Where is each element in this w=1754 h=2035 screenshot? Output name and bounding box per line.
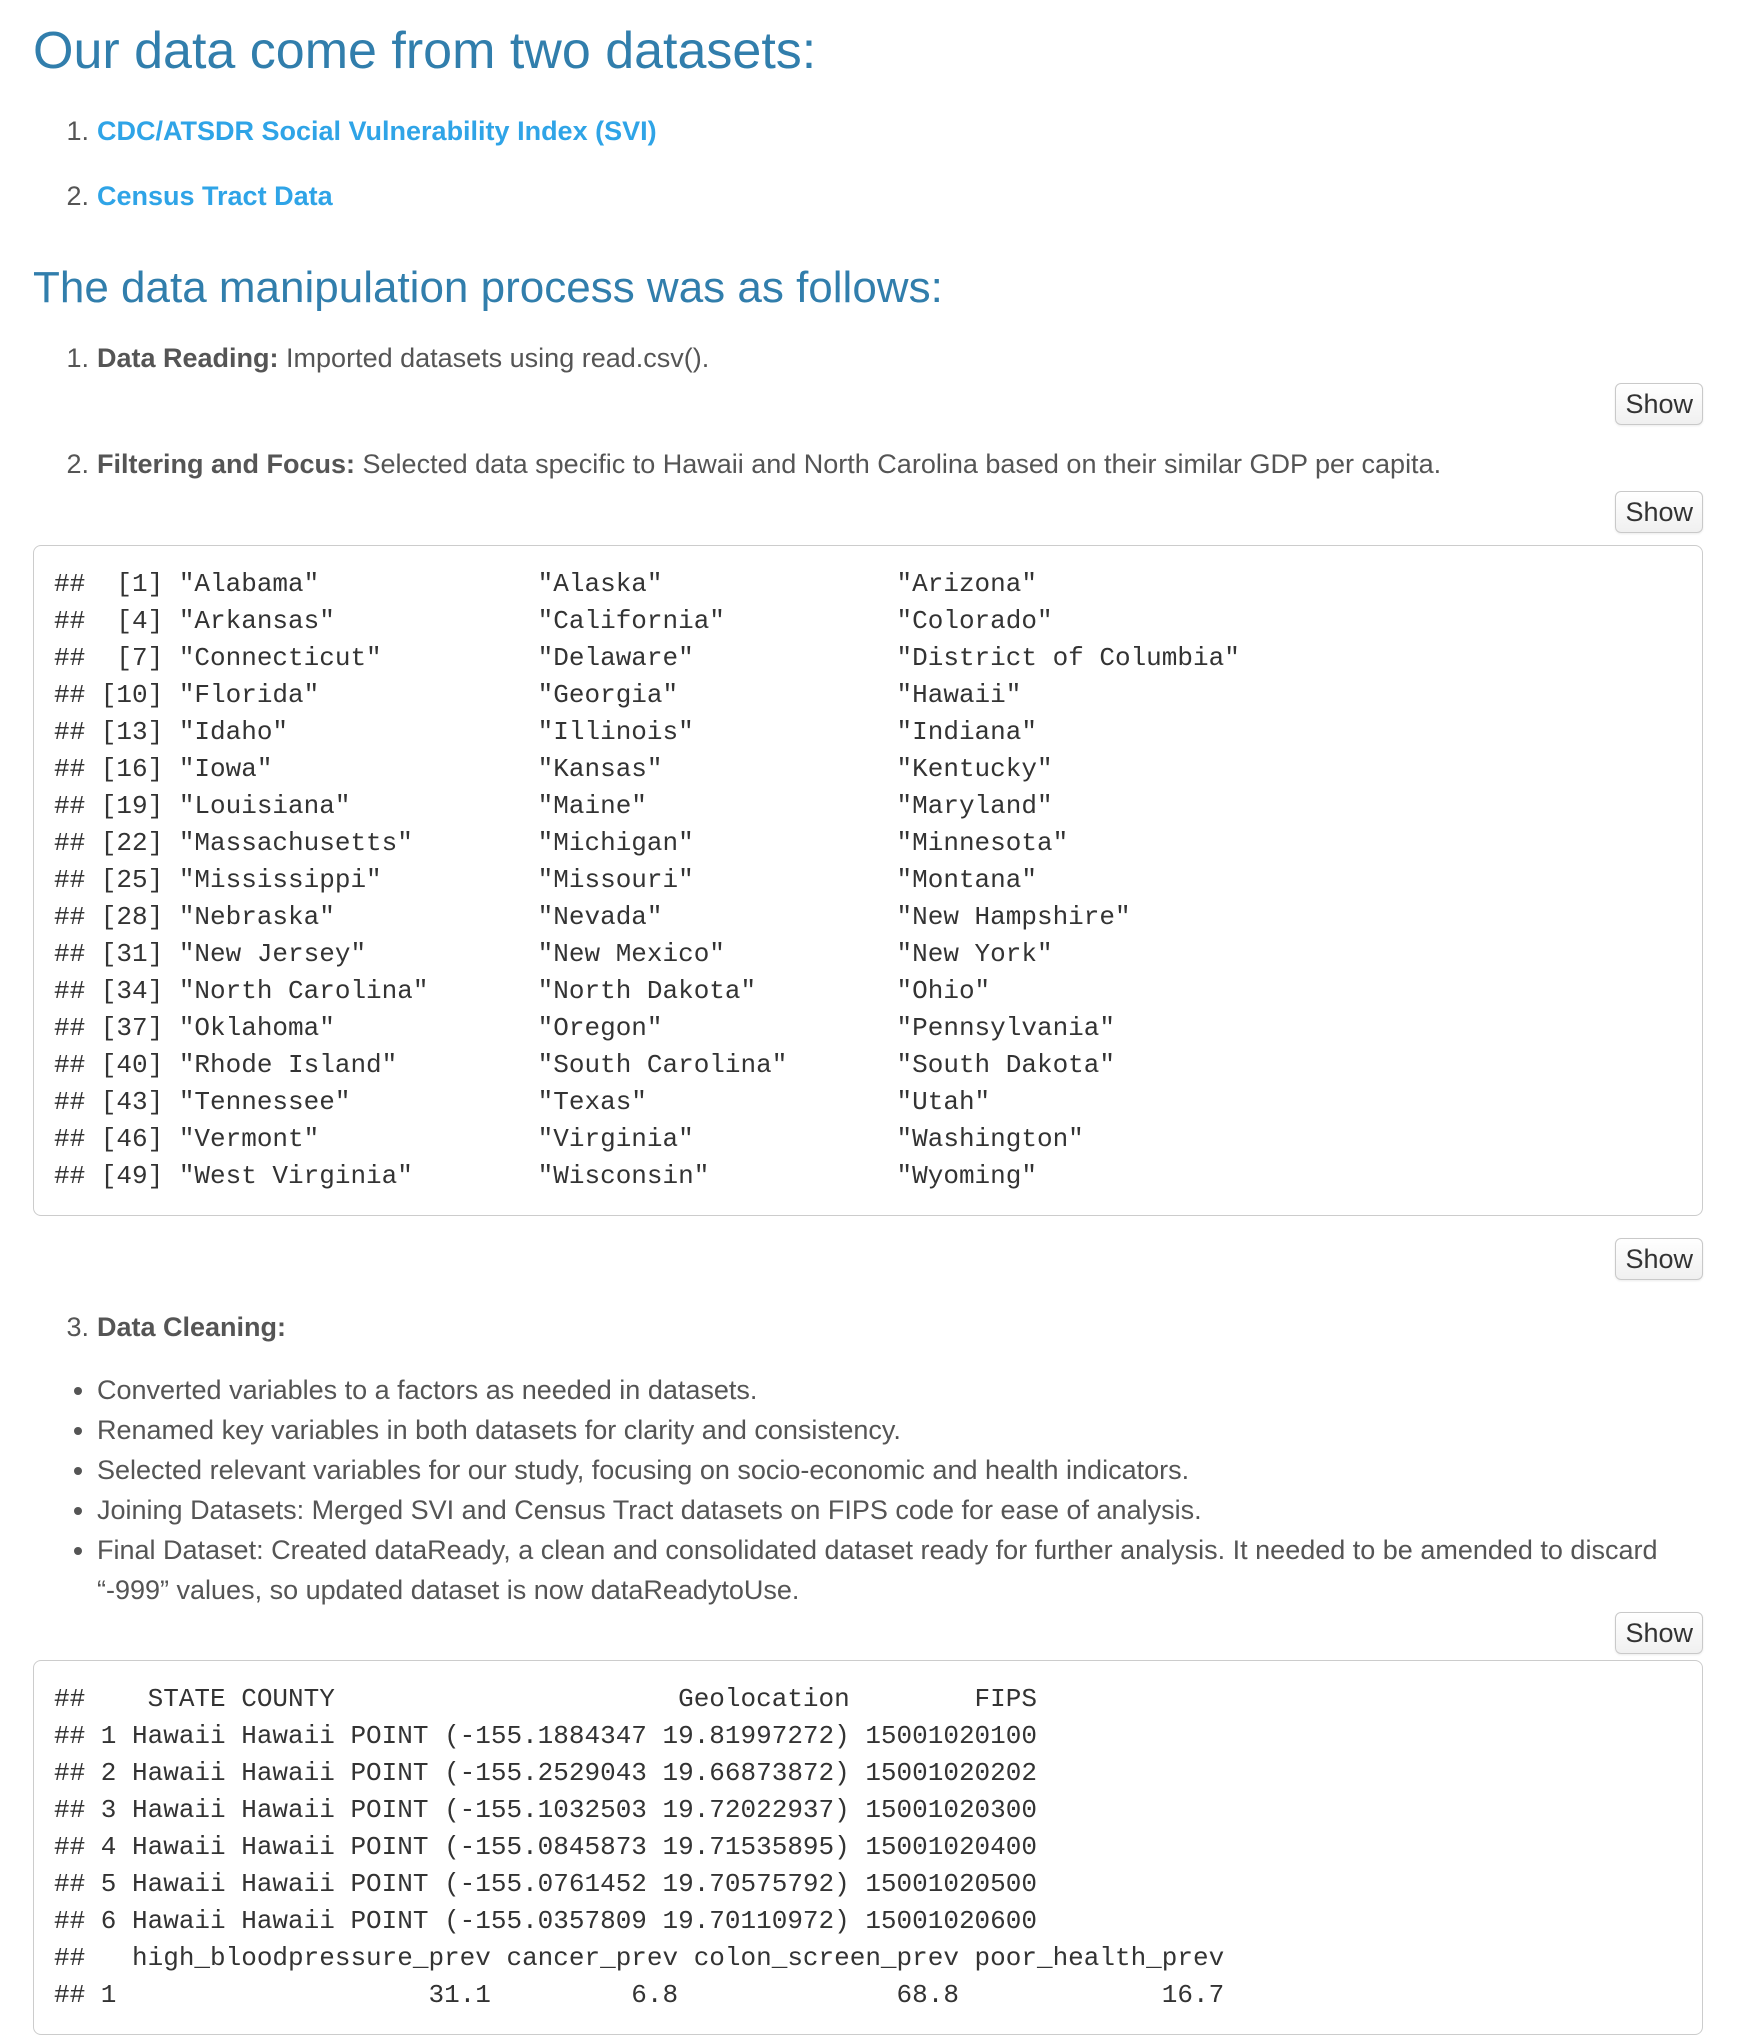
link-census-tract-data[interactable]: Census Tract Data — [97, 181, 333, 211]
show-code-button-1[interactable]: Show — [1615, 383, 1703, 425]
code-line: ## [43] "Tennessee" "Texas" "Utah" — [54, 1087, 991, 1117]
cleaning-bullet: • Joining Datasets: Merged SVI and Census Tract datasets on FIPS code for ease of analysis. — [97, 1490, 1703, 1530]
code-line: ## [37] "Oklahoma" "Oregon" "Pennsylvania" — [54, 1013, 1115, 1043]
cleaning-bullet: • Renamed key variables in both datasets for clarity and consistency. — [97, 1410, 1703, 1450]
code-line: ## [49] "West Virginia" "Wisconsin" "Wyoming" — [54, 1161, 1037, 1191]
list-item-svi — [33, 112, 1703, 150]
list-number: 1. — [66, 343, 89, 373]
code-output-dataready — [33, 1660, 1703, 2035]
code-line: ## 2 Hawaii Hawaii POINT (-155.2529043 19.66873872) 15001020202 — [54, 1758, 1037, 1788]
step-text: Selected data specific to Hawaii and North Carolina based on their similar GDP per capita. — [362, 449, 1442, 479]
code-line: ## STATE COUNTY Geolocation FIPS — [54, 1684, 1037, 1714]
code-line: ## [22] "Massachusetts" "Michigan" "Minnesota" — [54, 828, 1069, 858]
code-fold-row — [33, 1238, 1703, 1280]
step-data-reading — [33, 339, 1703, 377]
code-line: ## [1] "Alabama" "Alaska" "Arizona" — [54, 569, 1037, 599]
step-label: Data Cleaning: — [97, 1312, 287, 1342]
code-fold-row — [33, 1612, 1703, 1654]
code-line: ## 1 31.1 6.8 68.8 16.7 — [54, 1980, 1225, 2010]
step-label: Filtering and Focus: — [97, 449, 356, 479]
code-line: ## [40] "Rhode Island" "South Carolina" "South Dakota" — [54, 1050, 1115, 1080]
code-line: ## [28] "Nebraska" "Nevada" "New Hampshire" — [54, 902, 1131, 932]
step-data-cleaning — [33, 1308, 1703, 1346]
show-code-button-4[interactable]: Show — [1615, 1612, 1703, 1654]
code-line: ## [16] "Iowa" "Kansas" "Kentucky" — [54, 754, 1053, 784]
code-line: ## [7] "Connecticut" "Delaware" "District of Columbia" — [54, 643, 1240, 673]
code-line: ## 4 Hawaii Hawaii POINT (-155.0845873 19.71535895) 15001020400 — [54, 1832, 1037, 1862]
code-line: ## 1 Hawaii Hawaii POINT (-155.1884347 19.81997272) 15001020100 — [54, 1721, 1037, 1751]
code-output-states — [33, 545, 1703, 1216]
cleaning-bullet-list — [33, 1370, 1703, 1610]
code-line: ## [31] "New Jersey" "New Mexico" "New York" — [54, 939, 1053, 969]
list-number: 2. — [66, 181, 89, 211]
code-fold-row — [33, 383, 1703, 425]
cleaning-bullet: • Selected relevant variables for our study, focusing on socio-economic and health indicators. — [97, 1450, 1703, 1490]
cleaning-bullet: • Converted variables to a factors as needed in datasets. — [97, 1370, 1703, 1410]
code-line: ## [19] "Louisiana" "Maine" "Maryland" — [54, 791, 1053, 821]
step-label: Data Reading: — [97, 343, 279, 373]
code-line: ## high_bloodpressure_prev cancer_prev colon_screen_prev poor_health_prev — [54, 1943, 1225, 1973]
show-code-button-2[interactable]: Show — [1615, 491, 1703, 533]
list-number: 3. — [66, 1312, 89, 1342]
step-filtering-focus — [33, 445, 1703, 483]
code-line: ## [34] "North Carolina" "North Dakota" "Ohio" — [54, 976, 991, 1006]
code-line: ## [46] "Vermont" "Virginia" "Washington" — [54, 1124, 1084, 1154]
code-line: ## [4] "Arkansas" "California" "Colorado" — [54, 606, 1053, 636]
list-item-census — [33, 177, 1703, 215]
heading-process: The data manipulation process was as follows: — [33, 263, 943, 312]
step-text: Imported datasets using read.csv(). — [286, 343, 710, 373]
code-line: ## 6 Hawaii Hawaii POINT (-155.0357809 19.70110972) 15001020600 — [54, 1906, 1037, 1936]
code-line: ## [13] "Idaho" "Illinois" "Indiana" — [54, 717, 1037, 747]
cleaning-bullet: • Final Dataset: Created dataReady, a clean and consolidated dataset ready for further analysis. It needed to be amended to discard “-999” values, so updated dataset is now dataReadytoUse. — [97, 1530, 1703, 1610]
code-fold-row — [33, 491, 1703, 533]
code-line: ## 5 Hawaii Hawaii POINT (-155.0761452 19.70575792) 15001020500 — [54, 1869, 1037, 1899]
list-number: 1. — [66, 116, 89, 146]
show-code-button-3[interactable]: Show — [1615, 1238, 1703, 1280]
code-line: ## [10] "Florida" "Georgia" "Hawaii" — [54, 680, 1022, 710]
list-number: 2. — [66, 449, 89, 479]
code-line: ## 3 Hawaii Hawaii POINT (-155.1032503 19.72022937) 15001020300 — [54, 1795, 1037, 1825]
datasets-list — [33, 112, 1703, 215]
heading-datasets: Our data come from two datasets: — [33, 22, 817, 80]
link-svi-dataset[interactable]: CDC/ATSDR Social Vulnerability Index (SVI) — [97, 116, 657, 146]
code-line: ## [25] "Mississippi" "Missouri" "Montana" — [54, 865, 1037, 895]
